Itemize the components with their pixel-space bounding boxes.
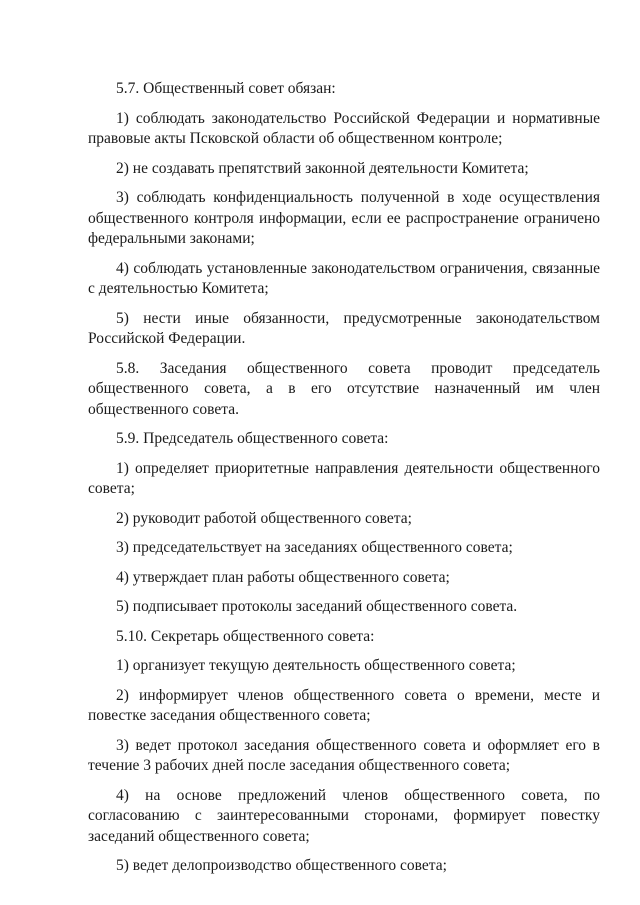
- section-paragraph-5-8: 5.8. Заседания общественного совета проводит председатель общественного совета, а в его отсутствие назначенный им член общественного совета.: [88, 359, 600, 418]
- secretary-item-1: 1) организует текущую деятельность общественного совета;: [116, 657, 516, 674]
- secretary-item-2: 2) информирует членов общественного совета о времени, месте и повестке заседания общественного совета;: [88, 686, 600, 724]
- chairman-item-2: 2) руководит работой общественного совета;: [116, 509, 412, 527]
- document-body: [88, 79, 600, 886]
- secretary-item-3: 3) ведет протокол заседания общественного совета и оформляет его в течение 3 рабочих дней после заседания общественного совета;: [88, 736, 600, 774]
- chairman-item-1: 1) определяет приоритетные направления деятельности общественного совета;: [88, 459, 600, 497]
- duty-item-3: 3) соблюдать конфиденциальность полученной в ходе осуществления общественного контроля информации, если ее распространение ограничено федеральными законами;: [88, 189, 600, 247]
- section-heading-5-10: 5.10. Секретарь общественного совета:: [116, 627, 375, 645]
- section-heading-5-7: 5.7. Общественный совет обязан:: [116, 80, 336, 97]
- duty-item-2: 2) не создавать препятствий законной деятельности Комитета;: [116, 159, 529, 177]
- chairman-item-3: 3) председательствует на заседаниях общественного совета;: [116, 539, 513, 556]
- chairman-item-5: 5) подписывает протоколы заседаний общественного совета.: [116, 598, 518, 615]
- duty-item-4: 4) соблюдать установленные законодательством ограничения, связанные с деятельностью Комитета;: [88, 259, 600, 297]
- section-heading-5-9: 5.9. Председатель общественного совета:: [116, 430, 389, 447]
- secretary-item-4: 4) на основе предложений членов общественного совета, по согласованию с заинтересованными сторонами, формирует повестку заседаний общественного совета;: [88, 786, 600, 845]
- duty-item-5: 5) нести иные обязанности, предусмотренные законодательством Российской Федерации.: [88, 309, 600, 347]
- duty-item-1: 1) соблюдать законодательство Российской Федерации и нормативные правовые акты Псковской области об общественном контроле;: [88, 109, 600, 147]
- secretary-item-5: 5) ведет делопроизводство общественного совета;: [116, 857, 447, 874]
- chairman-item-4: 4) утверждает план работы общественного совета;: [116, 568, 450, 586]
